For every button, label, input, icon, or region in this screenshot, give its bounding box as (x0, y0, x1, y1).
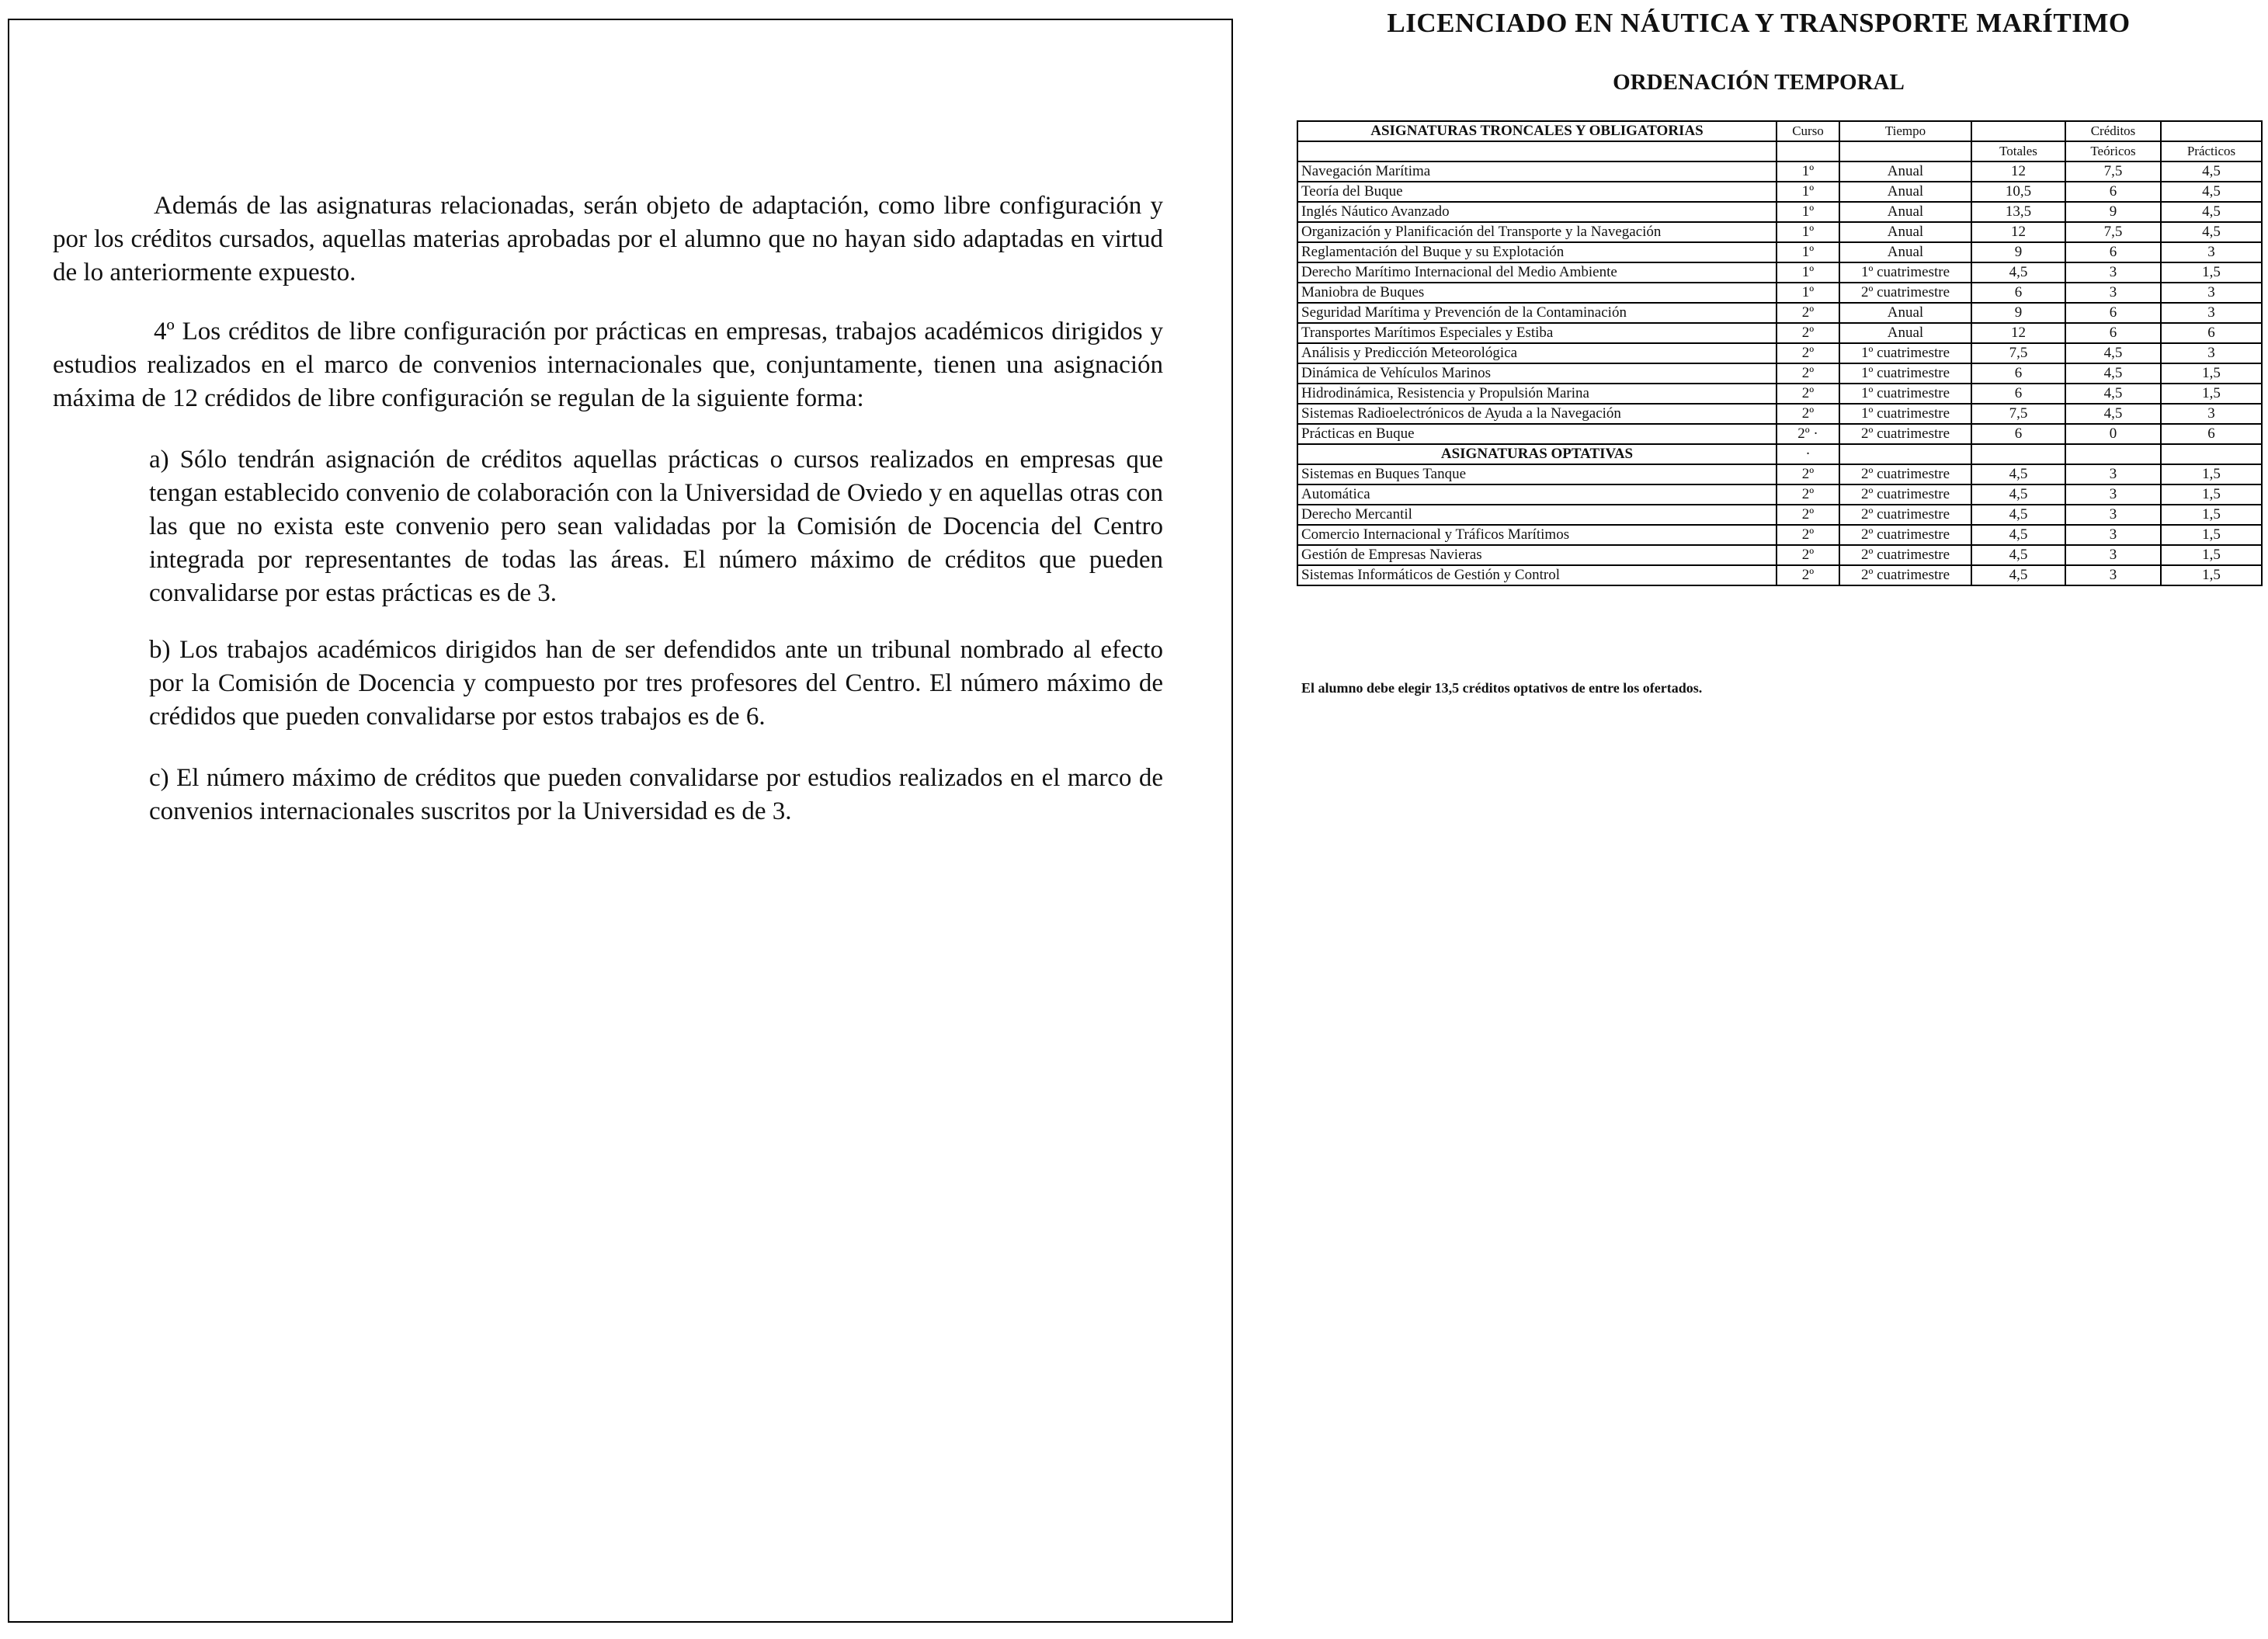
subject-totales: 7,5 (1971, 343, 2065, 363)
subject-tiempo: 2º cuatrimestre (1839, 464, 1971, 484)
subject-name: Sistemas Radioelectrónicos de Ayuda a la Navegación (1297, 404, 1777, 424)
subject-teoricos: 9 (2065, 202, 2161, 222)
paragraph-item-c: c) El número máximo de créditos que pueden convalidarse por estudios realizados en el marco de convenios internacionales suscritos por la Universidad es de 3. (149, 764, 1163, 825)
subject-teoricos: 3 (2065, 545, 2161, 565)
subject-practicos: 3 (2161, 303, 2262, 323)
optativas-blank (2161, 444, 2262, 464)
subject-totales: 6 (1971, 384, 2065, 404)
subject-practicos: 3 (2161, 242, 2262, 262)
table-row (1297, 565, 2262, 585)
subject-teoricos: 3 (2065, 525, 2161, 545)
subject-tiempo: 2º cuatrimestre (1839, 525, 1971, 545)
footnote: El alumno debe elegir 13,5 créditos optativos de entre los ofertados. (1301, 680, 1703, 696)
subject-curso: 2º (1777, 525, 1839, 545)
header-tiempo: Tiempo (1839, 121, 1971, 141)
subject-totales: 4,5 (1971, 464, 2065, 484)
subject-practicos: 6 (2161, 424, 2262, 444)
subject-tiempo: 2º cuatrimestre (1839, 424, 1971, 444)
subject-curso: 1º (1777, 182, 1839, 202)
subheader-blank (1297, 141, 1777, 161)
subject-totales: 12 (1971, 323, 2065, 343)
subject-name: Análisis y Predicción Meteorológica (1297, 343, 1777, 363)
subject-tiempo: Anual (1839, 202, 1971, 222)
subject-totales: 4,5 (1971, 505, 2065, 525)
subject-curso: 2º (1777, 343, 1839, 363)
subject-name: Teoría del Buque (1297, 182, 1777, 202)
optativas-blank (1839, 444, 1971, 464)
subject-practicos: 4,5 (2161, 161, 2262, 182)
subject-curso: 2º · (1777, 424, 1839, 444)
subject-name: Navegación Marítima (1297, 161, 1777, 182)
table-row (1297, 464, 2262, 484)
subject-teoricos: 4,5 (2065, 384, 2161, 404)
subject-totales: 12 (1971, 161, 2065, 182)
subject-tiempo: 2º cuatrimestre (1839, 484, 1971, 505)
subject-curso: 2º (1777, 303, 1839, 323)
subject-curso: 2º (1777, 323, 1839, 343)
table-row (1297, 484, 2262, 505)
subject-practicos: 1,5 (2161, 464, 2262, 484)
page-subtitle: ORDENACIÓN TEMPORAL (1613, 70, 1905, 95)
subject-tiempo: Anual (1839, 182, 1971, 202)
subject-practicos: 3 (2161, 283, 2262, 303)
table-row (1297, 262, 2262, 283)
subject-totales: 4,5 (1971, 545, 2065, 565)
subject-curso: 1º (1777, 242, 1839, 262)
subject-teoricos: 6 (2065, 182, 2161, 202)
subject-totales: 9 (1971, 242, 2065, 262)
subject-teoricos: 7,5 (2065, 161, 2161, 182)
subject-curso: 2º (1777, 363, 1839, 384)
subject-tiempo: Anual (1839, 323, 1971, 343)
optativas-curso-mark: · (1777, 444, 1839, 464)
subject-totales: 7,5 (1971, 404, 2065, 424)
subject-teoricos: 6 (2065, 242, 2161, 262)
subject-practicos: 1,5 (2161, 384, 2262, 404)
table-row (1297, 303, 2262, 323)
curriculum-table-body (1297, 121, 2262, 585)
subject-teoricos: 7,5 (2065, 222, 2161, 242)
table-row (1297, 161, 2262, 182)
subject-totales: 4,5 (1971, 525, 2065, 545)
table-row (1297, 242, 2262, 262)
subject-totales: 6 (1971, 363, 2065, 384)
header-blank (1971, 121, 2065, 141)
subject-teoricos: 4,5 (2065, 404, 2161, 424)
paragraph-item-a: a) Sólo tendrán asignación de créditos aquellas prácticas o cursos realizados en empresas que tengan establecido convenio de colaboración con la Universidad de Oviedo y en aquellas otras con las que no exista este convenio pero sean validadas por la Comisión de Docencia del Centro integrada por representantes de todas las áreas. El número máximo de créditos que pueden convalidarse por estas prácticas es de 3. (149, 446, 1163, 607)
table-row (1297, 323, 2262, 343)
subject-tiempo: 1º cuatrimestre (1839, 363, 1971, 384)
page-title: LICENCIADO EN NÁUTICA Y TRANSPORTE MARÍTIMO (1387, 8, 2131, 38)
subject-tiempo: 1º cuatrimestre (1839, 404, 1971, 424)
table-row (1297, 363, 2262, 384)
left-page (8, 19, 1233, 1623)
table-row (1297, 384, 2262, 404)
subject-name: Reglamentación del Buque y su Explotación (1297, 242, 1777, 262)
optativas-header-row (1297, 444, 2262, 464)
subject-practicos: 1,5 (2161, 545, 2262, 565)
header-optativas: ASIGNATURAS OPTATIVAS (1297, 444, 1777, 464)
subject-totales: 4,5 (1971, 565, 2065, 585)
subject-tiempo: 2º cuatrimestre (1839, 545, 1971, 565)
subheader-blank (1777, 141, 1839, 161)
table-subheader-row (1297, 141, 2262, 161)
subject-name: Dinámica de Vehículos Marinos (1297, 363, 1777, 384)
table-row (1297, 283, 2262, 303)
subject-tiempo: 2º cuatrimestre (1839, 505, 1971, 525)
subject-practicos: 4,5 (2161, 202, 2262, 222)
subject-curso: 2º (1777, 545, 1839, 565)
paragraph-adaptation: Además de las asignaturas relacionadas, serán objeto de adaptación, como libre configuración y por los créditos cursados, aquellas materias aprobadas por el alumno que no hayan sido adaptadas en virtud de lo anteriormente expuesto. (53, 192, 1163, 286)
subject-name: Derecho Marítimo Internacional del Medio Ambiente (1297, 262, 1777, 283)
header-blank-2 (2161, 121, 2262, 141)
subject-teoricos: 6 (2065, 323, 2161, 343)
subject-curso: 1º (1777, 161, 1839, 182)
subject-practicos: 6 (2161, 323, 2262, 343)
subject-curso: 1º (1777, 222, 1839, 242)
subject-name: Sistemas en Buques Tanque (1297, 464, 1777, 484)
subject-curso: 2º (1777, 464, 1839, 484)
subject-teoricos: 3 (2065, 565, 2161, 585)
subject-name: Comercio Internacional y Tráficos Marítimos (1297, 525, 1777, 545)
subject-name: Gestión de Empresas Navieras (1297, 545, 1777, 565)
subject-teoricos: 0 (2065, 424, 2161, 444)
subject-practicos: 1,5 (2161, 525, 2262, 545)
subject-practicos: 1,5 (2161, 565, 2262, 585)
subject-practicos: 1,5 (2161, 363, 2262, 384)
subject-name: Automática (1297, 484, 1777, 505)
subject-totales: 12 (1971, 222, 2065, 242)
table-row (1297, 182, 2262, 202)
paragraph-libre-configuracion: 4º Los créditos de libre configuración por prácticas en empresas, trabajos académicos dirigidos y estudios realizados en el marco de convenios internacionales que, conjuntamente, tienen una asignación máxima de 12 crédidos de libre configuración se regulan de la siguiente forma: (53, 318, 1163, 412)
table-row (1297, 343, 2262, 363)
subject-tiempo: Anual (1839, 161, 1971, 182)
subject-totales: 4,5 (1971, 262, 2065, 283)
subject-totales: 4,5 (1971, 484, 2065, 505)
subject-curso: 1º (1777, 283, 1839, 303)
subject-totales: 6 (1971, 424, 2065, 444)
subject-tiempo: 2º cuatrimestre (1839, 283, 1971, 303)
header-practicos: Prácticos (2161, 141, 2262, 161)
header-totales: Totales (1971, 141, 2065, 161)
subject-name: Inglés Náutico Avanzado (1297, 202, 1777, 222)
subject-curso: 1º (1777, 202, 1839, 222)
subject-practicos: 1,5 (2161, 484, 2262, 505)
subject-tiempo: 1º cuatrimestre (1839, 262, 1971, 283)
subject-teoricos: 6 (2065, 303, 2161, 323)
subject-totales: 13,5 (1971, 202, 2065, 222)
subject-practicos: 3 (2161, 343, 2262, 363)
subject-teoricos: 4,5 (2065, 343, 2161, 363)
subject-curso: 2º (1777, 404, 1839, 424)
header-teoricos: Teóricos (2065, 141, 2161, 161)
subject-name: Maniobra de Buques (1297, 283, 1777, 303)
subject-practicos: 4,5 (2161, 182, 2262, 202)
subject-curso: 2º (1777, 384, 1839, 404)
subject-curso: 2º (1777, 565, 1839, 585)
subject-teoricos: 4,5 (2065, 363, 2161, 384)
table-row (1297, 525, 2262, 545)
subheader-blank (1839, 141, 1971, 161)
subject-tiempo: Anual (1839, 242, 1971, 262)
subject-practicos: 3 (2161, 404, 2262, 424)
subject-teoricos: 3 (2065, 283, 2161, 303)
subject-teoricos: 3 (2065, 262, 2161, 283)
subject-teoricos: 3 (2065, 464, 2161, 484)
optativas-blank (2065, 444, 2161, 464)
subject-curso: 2º (1777, 505, 1839, 525)
subject-name: Hidrodinámica, Resistencia y Propulsión Marina (1297, 384, 1777, 404)
subject-name: Prácticas en Buque (1297, 424, 1777, 444)
subject-teoricos: 3 (2065, 484, 2161, 505)
subject-name: Derecho Mercantil (1297, 505, 1777, 525)
optativas-blank (1971, 444, 2065, 464)
subject-tiempo: 2º cuatrimestre (1839, 565, 1971, 585)
table-row (1297, 424, 2262, 444)
subject-totales: 6 (1971, 283, 2065, 303)
header-curso: Curso (1777, 121, 1839, 141)
header-troncales: ASIGNATURAS TRONCALES Y OBLIGATORIAS (1297, 121, 1777, 141)
header-creditos: Créditos (2065, 121, 2161, 141)
table-row (1297, 222, 2262, 242)
subject-teoricos: 3 (2065, 505, 2161, 525)
subject-tiempo: 1º cuatrimestre (1839, 384, 1971, 404)
table-row (1297, 505, 2262, 525)
subject-tiempo: Anual (1839, 303, 1971, 323)
subject-totales: 9 (1971, 303, 2065, 323)
subject-tiempo: Anual (1839, 222, 1971, 242)
curriculum-table (1297, 120, 2263, 586)
table-header-row (1297, 121, 2262, 141)
subject-name: Transportes Marítimos Especiales y Estiba (1297, 323, 1777, 343)
subject-practicos: 1,5 (2161, 505, 2262, 525)
subject-practicos: 1,5 (2161, 262, 2262, 283)
subject-name: Sistemas Informáticos de Gestión y Control (1297, 565, 1777, 585)
table-row (1297, 202, 2262, 222)
table-row (1297, 404, 2262, 424)
subject-name: Organización y Planificación del Transporte y la Navegación (1297, 222, 1777, 242)
subject-curso: 1º (1777, 262, 1839, 283)
subject-practicos: 4,5 (2161, 222, 2262, 242)
paragraph-item-b: b) Los trabajos académicos dirigidos han de ser defendidos ante un tribunal nombrado al efecto por la Comisión de Docencia y compuesto por tres profesores del Centro. El número máximo de crédidos que pueden convalidarse por estos trabajos es de 6. (149, 636, 1163, 731)
table-row (1297, 545, 2262, 565)
subject-tiempo: 1º cuatrimestre (1839, 343, 1971, 363)
subject-curso: 2º (1777, 484, 1839, 505)
subject-name: Seguridad Marítima y Prevención de la Contaminación (1297, 303, 1777, 323)
subject-totales: 10,5 (1971, 182, 2065, 202)
